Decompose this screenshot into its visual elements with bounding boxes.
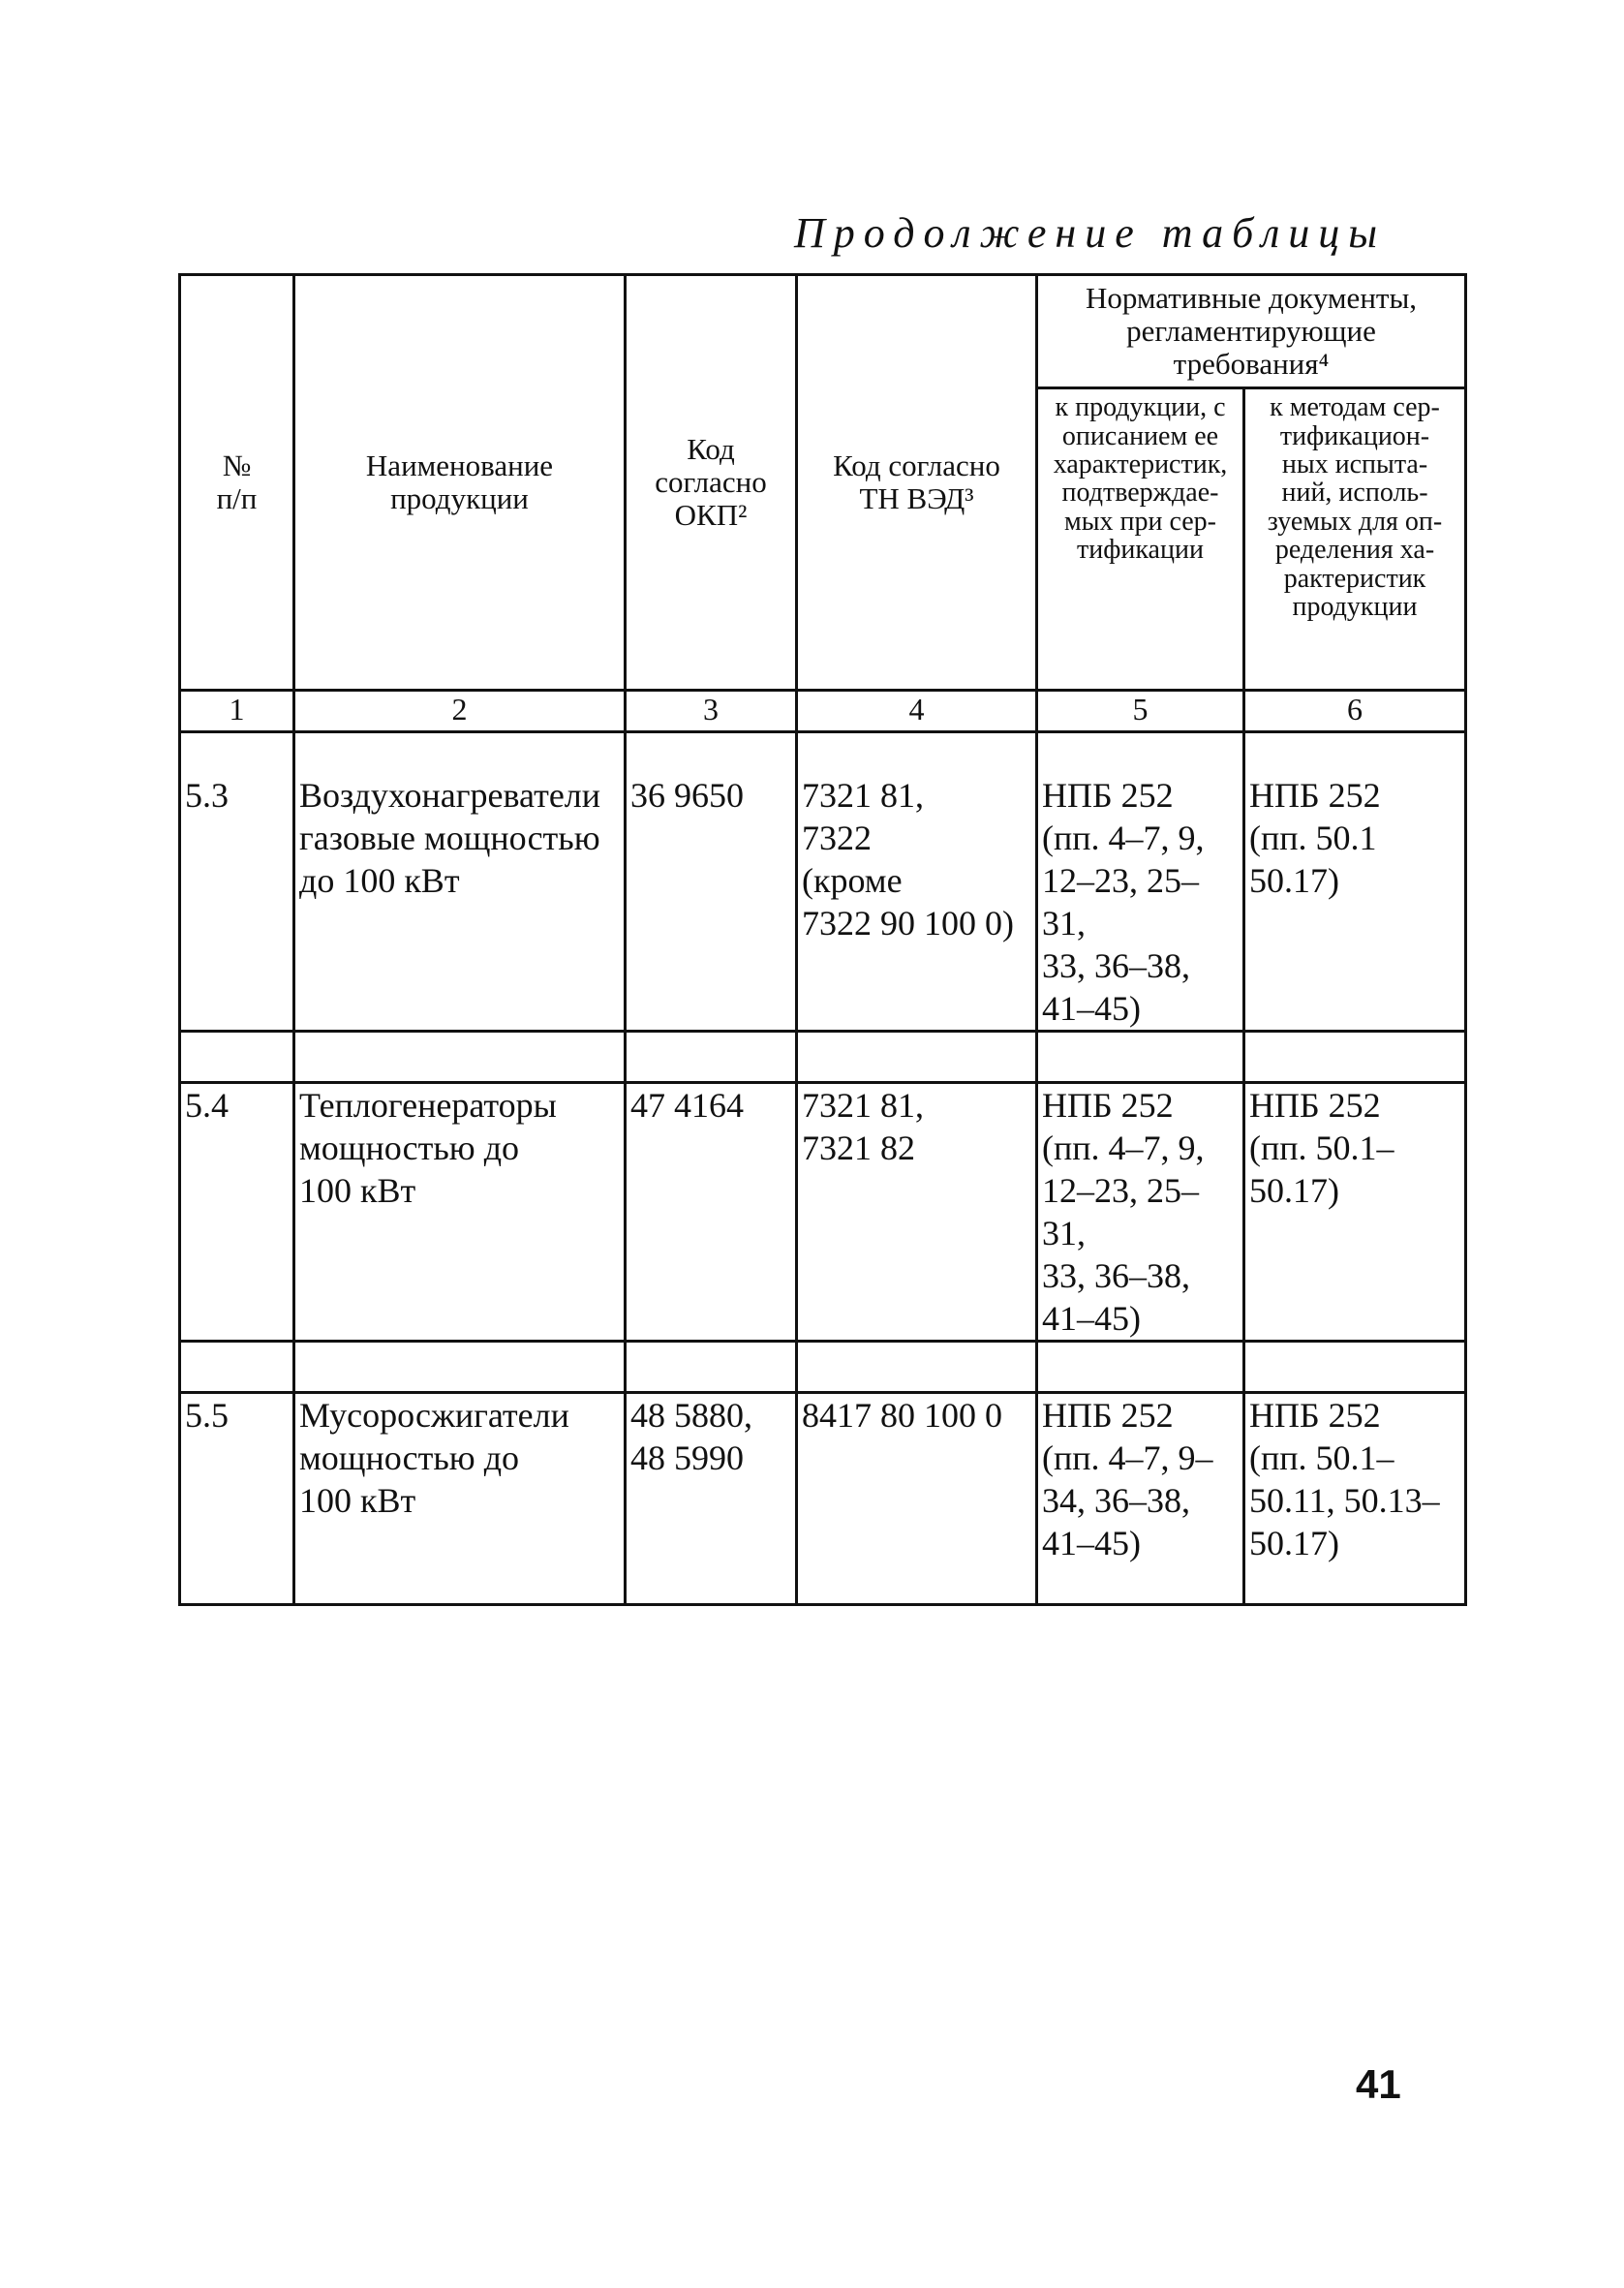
page-number: 41	[1356, 2061, 1401, 2107]
table-row	[180, 1393, 1466, 1605]
column-number: 5	[1037, 691, 1244, 732]
column-numbers-row	[180, 691, 1466, 732]
tnved-code: 7321 81, 7321 82	[797, 1083, 1037, 1342]
method-docs: НПБ 252 (пп. 50.1– 50.11, 50.13– 50.17)	[1244, 1393, 1466, 1605]
continuation-title: Продолжение таблицы	[794, 209, 1387, 257]
header-method-docs: к методам сер- тификацион- ных испыта- ний, исполь- зуемых для оп- ределения ха- рактеристик продукции	[1244, 388, 1466, 691]
row-spacer	[180, 1342, 1466, 1393]
column-number: 6	[1244, 691, 1466, 732]
header-product-docs: к продукции, с описанием ее характеристик, подтверждае- мых при сер- тификации	[1037, 388, 1244, 691]
header-normative-docs: Нормативные документы, регламентирующие требования⁴	[1037, 275, 1466, 388]
table-row	[180, 1083, 1466, 1342]
product-docs: НПБ 252 (пп. 4–7, 9– 34, 36–38, 41–45)	[1037, 1393, 1244, 1605]
header-tnved: Код согласно ТН ВЭД³	[797, 275, 1037, 691]
okp-code: 36 9650	[626, 732, 797, 1032]
header-name: Наименование продукции	[294, 275, 626, 691]
okp-code: 47 4164	[626, 1083, 797, 1342]
certification-table	[178, 273, 1467, 1606]
product-name: Теплогенераторы мощностью до 100 кВт	[294, 1083, 626, 1342]
column-number: 4	[797, 691, 1037, 732]
method-docs: НПБ 252 (пп. 50.1 50.17)	[1244, 732, 1466, 1032]
column-number: 3	[626, 691, 797, 732]
row-number: 5.3	[180, 732, 294, 1032]
row-number: 5.4	[180, 1083, 294, 1342]
product-name: Мусоросжигатели мощностью до 100 кВт	[294, 1393, 626, 1605]
table-row	[180, 732, 1466, 1032]
column-number: 2	[294, 691, 626, 732]
product-docs: НПБ 252 (пп. 4–7, 9, 12–23, 25–31, 33, 36–38, 41–45)	[1037, 732, 1244, 1032]
product-docs: НПБ 252 (пп. 4–7, 9, 12–23, 25–31, 33, 36–38, 41–45)	[1037, 1083, 1244, 1342]
header-okp: Код согласно ОКП²	[626, 275, 797, 691]
row-number: 5.5	[180, 1393, 294, 1605]
product-name: Воздухонагреватели газовые мощностью до 100 кВт	[294, 732, 626, 1032]
header-row-top	[180, 275, 1466, 388]
method-docs: НПБ 252 (пп. 50.1– 50.17)	[1244, 1083, 1466, 1342]
header-num: № п/п	[180, 275, 294, 691]
okp-code: 48 5880, 48 5990	[626, 1393, 797, 1605]
row-spacer	[180, 1032, 1466, 1083]
column-number: 1	[180, 691, 294, 732]
tnved-code: 7321 81, 7322 (кроме 7322 90 100 0)	[797, 732, 1037, 1032]
tnved-code: 8417 80 100 0	[797, 1393, 1037, 1605]
